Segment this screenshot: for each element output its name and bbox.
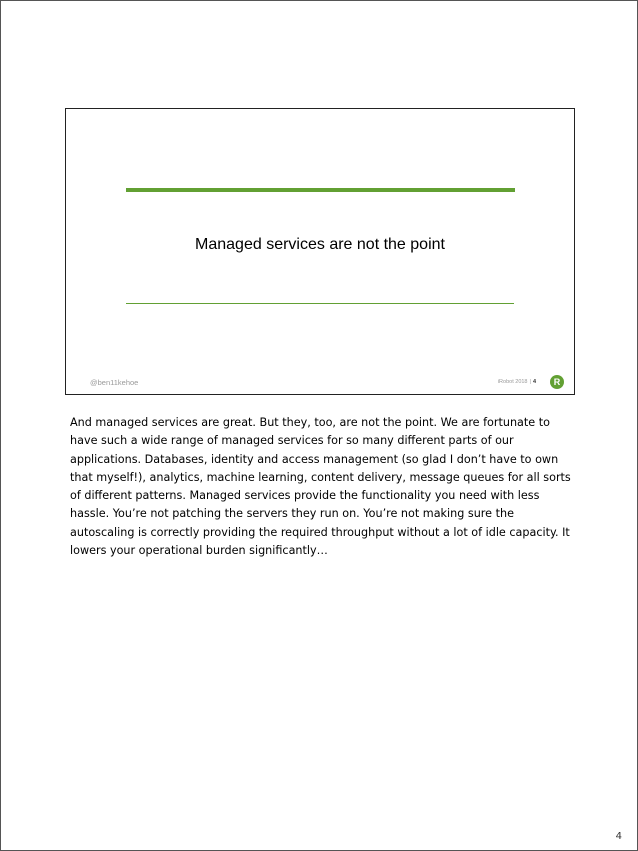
- page-number: 4: [615, 831, 622, 842]
- twitter-handle: @ben11kehoe: [90, 378, 139, 387]
- title-rule-bottom: [126, 303, 514, 304]
- slide-title: Managed services are not the point: [195, 236, 445, 253]
- speaker-notes: And managed services are great. But they, too, are not the point. We are fortunate to have such a wide range of managed services for so many different parts of our applications. Databases, identity and access management (so glad I don’t have to own that myself!), analytics, machine learning, content delivery, message queues for all sorts of different patterns. Managed services provide the functionality you need with less hassle. You’re not patching the servers they run on. You’re not making sure the autoscaling is correctly providing the required throughput without a lot of idle capacity. It lowers your operational burden significantly…: [70, 416, 571, 558]
- title-rule-top: [126, 188, 515, 192]
- footer-separator: |: [529, 379, 531, 385]
- footer-brand: iRobot 2018: [497, 379, 528, 385]
- slide-footer: [498, 379, 536, 385]
- irobot-logo-icon: R: [550, 375, 564, 389]
- slide-thumbnail: [65, 108, 575, 395]
- slide-number: 4: [532, 379, 536, 385]
